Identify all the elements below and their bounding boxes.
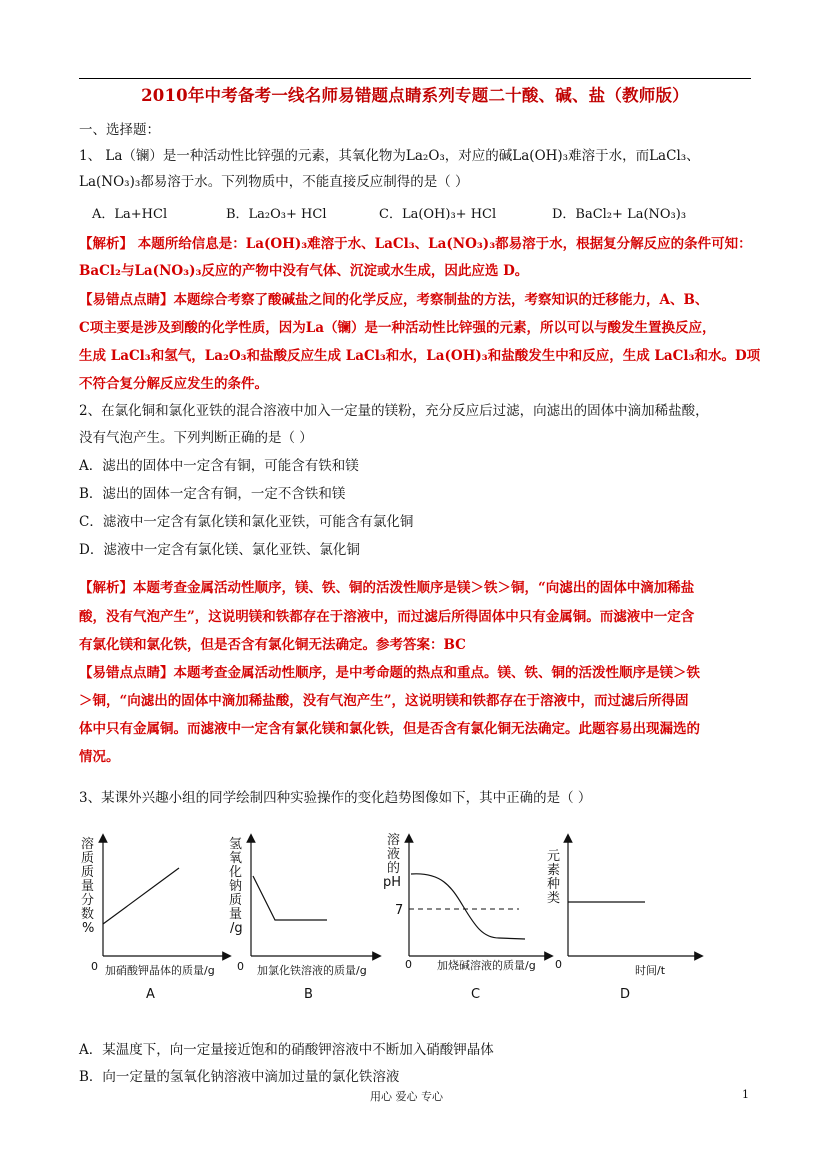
graph-c-ylabel-0: 溶 <box>387 833 401 848</box>
q3-stem: 3、某课外兴趣小组的同学绘制四种实验操作的变化趋势图像如下，其中正确的是（ ） <box>79 790 592 806</box>
q3-option-a: A．某温度下，向一定量接近饱和的硝酸钾溶液中不断加入硝酸钾晶体 <box>79 1042 494 1058</box>
q1-tip-line2: C项主要是涉及到酸的化学性质，因为La（镧）是一种活动性比锌强的元素，所以可以与酸发生置换反应， <box>79 320 716 336</box>
q2-tip-line4: 情况。 <box>79 749 120 765</box>
graph-c <box>383 832 549 1002</box>
q1-tip-line3: 生成 LaCl₃和氢气，La₂O₃和盐酸反应生成 LaCl₃和水，La(OH)₃和盐酸发生中和反应，生成 LaCl₃和水。D项 <box>79 348 761 364</box>
graph-d-ylabel-3: 类 <box>547 891 561 906</box>
page-title: 2010年中考备考一线名师易错题点睛系列专题二十酸、碱、盐（教师版） <box>141 86 689 105</box>
graph-b-origin: 0 <box>237 960 244 973</box>
q1-option-a: A．La+HCl <box>92 207 168 222</box>
graph-c-ylabel-1: 液 <box>387 847 401 862</box>
graph-d-xlabel: 时间/t <box>635 964 666 977</box>
q1-tip-line1: 【易错点点睛】本题综合考察了酸碱盐之间的化学反应，考察制盐的方法，考察知识的迁移能力，A、B、 <box>79 292 709 308</box>
graph-a-xlabel: 加硝酸钾晶体的质量/g <box>105 964 215 977</box>
graph-c-origin: 0 <box>405 958 412 971</box>
graph-b-ylabel-4: 质 <box>229 893 243 908</box>
graph-d-ylabel-0: 元 <box>547 849 561 864</box>
q2-option-c: C．滤液中一定含有氯化镁和氯化亚铁，可能含有氯化铜 <box>79 514 414 530</box>
q2-option-b: B．滤出的固体一定含有铜，一定不含铁和镁 <box>79 486 346 502</box>
graph-c-xlabel: 加烧碱溶液的质量/g <box>437 959 536 972</box>
graph-a-ylabel-2: 质 <box>81 865 95 880</box>
graph-c-caption: C <box>471 987 481 1002</box>
graph-d-caption: D <box>620 987 631 1002</box>
graph-a-ylabel-6: % <box>82 921 95 936</box>
graph-b-ylabel-0: 氢 <box>229 837 243 852</box>
graph-d-ylabel-1: 素 <box>547 863 561 878</box>
q3-graphs-figure <box>79 828 759 1008</box>
graph-d-ylabel-2: 种 <box>547 877 561 892</box>
q2-analysis-line2: 酸，没有气泡产生”，这说明镁和铁都存在于溶液中，而过滤后所得固体中只有金属铜。而滤液中一定含 <box>79 609 695 625</box>
graph-b-ylabel-6: /g <box>230 921 243 936</box>
q1-stem-line2: La(NO₃)₃都易溶于水。下列物质中，不能直接反应制得的是（ ） <box>79 174 469 190</box>
graph-a-curve <box>103 868 179 924</box>
q1-tip-line4: 不符合复分解反应发生的条件。 <box>79 376 268 392</box>
graph-d <box>547 838 699 1002</box>
q2-tip-line3: 体中只有金属铜。而滤液中一定含有氯化镁和氯化铁，但是否含有氯化铜无法确定。此题容易出现漏选的 <box>79 721 700 737</box>
q1-option-b: B．La₂O₃+ HCl <box>226 207 327 222</box>
graph-a-ylabel-1: 质 <box>81 851 95 866</box>
q2-tip-line2: ＞铜，“向滤出的固体中滴加稀盐酸，没有气泡产生”，这说明镁和铁都存在于溶液中，而过滤后所得固 <box>79 693 689 709</box>
graph-a-ylabel-0: 溶 <box>81 837 95 852</box>
q2-option-a: A．滤出的固体中一定含有铜，可能含有铁和镁 <box>79 458 359 474</box>
q2-analysis-line3: 有氯化镁和氯化铁，但是否含有氯化铜无法确定。参考答案：BC <box>79 637 466 653</box>
graph-b-curve <box>253 876 327 920</box>
graph-b-ylabel-1: 氧 <box>229 851 243 866</box>
page-number: 1 <box>742 1088 749 1101</box>
graph-c-ylabel-2: 的 <box>387 861 401 876</box>
q2-option-d: D．滤液中一定含有氯化镁、氯化亚铁、氯化铜 <box>79 542 360 558</box>
header-rule <box>79 78 751 79</box>
graph-a-ylabel-4: 分 <box>81 893 95 908</box>
q2-analysis-line1: 【解析】本题考查金属活动性顺序，镁、铁、铜的活泼性顺序是镁＞铁＞铜，“向滤出的固体中滴加稀盐 <box>79 580 695 596</box>
q1-option-c: C．La(OH)₃+ HCl <box>379 207 497 222</box>
q2-stem-line2: 没有气泡产生。下列判断正确的是（ ） <box>79 430 313 446</box>
section-heading: 一、选择题： <box>79 122 160 138</box>
q1-analysis-line2: BaCl₂与La(NO₃)₃反应的产物中没有气体、沉淀或水生成，因此应选 D。 <box>79 263 529 279</box>
graph-b-caption: B <box>304 987 313 1002</box>
graph-b <box>229 837 377 1002</box>
graph-b-ylabel-2: 化 <box>229 865 243 880</box>
graph-b-ylabel-3: 钠 <box>229 879 243 894</box>
footer-motto: 用心 爱心 专心 <box>370 1090 443 1103</box>
q1-stem-line1: 1、 La（镧）是一种活动性比锌强的元素，其氧化物为La₂O₃，对应的碱La(OH)₃难溶于水，而LaCl₃、 <box>79 148 700 164</box>
graph-a-origin: 0 <box>91 960 98 973</box>
graph-d-origin: 0 <box>555 958 562 971</box>
q1-option-d: D．BaCl₂+ La(NO₃)₃ <box>552 207 687 222</box>
graph-c-ylabel-3: pH <box>383 875 402 890</box>
graph-b-ylabel-5: 量 <box>229 907 243 922</box>
graph-c-curve <box>411 874 525 939</box>
graph-a-ylabel-3: 量 <box>81 879 95 894</box>
q2-stem-line1: 2、在氯化铜和氯化亚铁的混合溶液中加入一定量的镁粉，充分反应后过滤，向滤出的固体中滴加稀盐酸， <box>79 403 709 419</box>
q3-option-b: B．向一定量的氢氧化钠溶液中滴加过量的氯化铁溶液 <box>79 1069 400 1085</box>
q1-analysis-line1: 【解析】 本题所给信息是：La(OH)₃难溶于水、LaCl₃、La(NO₃)₃都易溶于水，根据复分解反应的条件可知： <box>79 236 752 252</box>
graph-a <box>81 836 227 1002</box>
graph-a-caption: A <box>146 987 155 1002</box>
q2-tip-line1: 【易错点点睛】本题考查金属活动性顺序，是中考命题的热点和重点。镁、铁、铜的活泼性顺序是镁＞铁 <box>79 665 700 681</box>
graph-b-xlabel: 加氯化铁溶液的质量/g <box>257 964 367 977</box>
graph-a-ylabel-5: 数 <box>81 907 95 922</box>
graph-c-tick-7: 7 <box>395 903 404 918</box>
